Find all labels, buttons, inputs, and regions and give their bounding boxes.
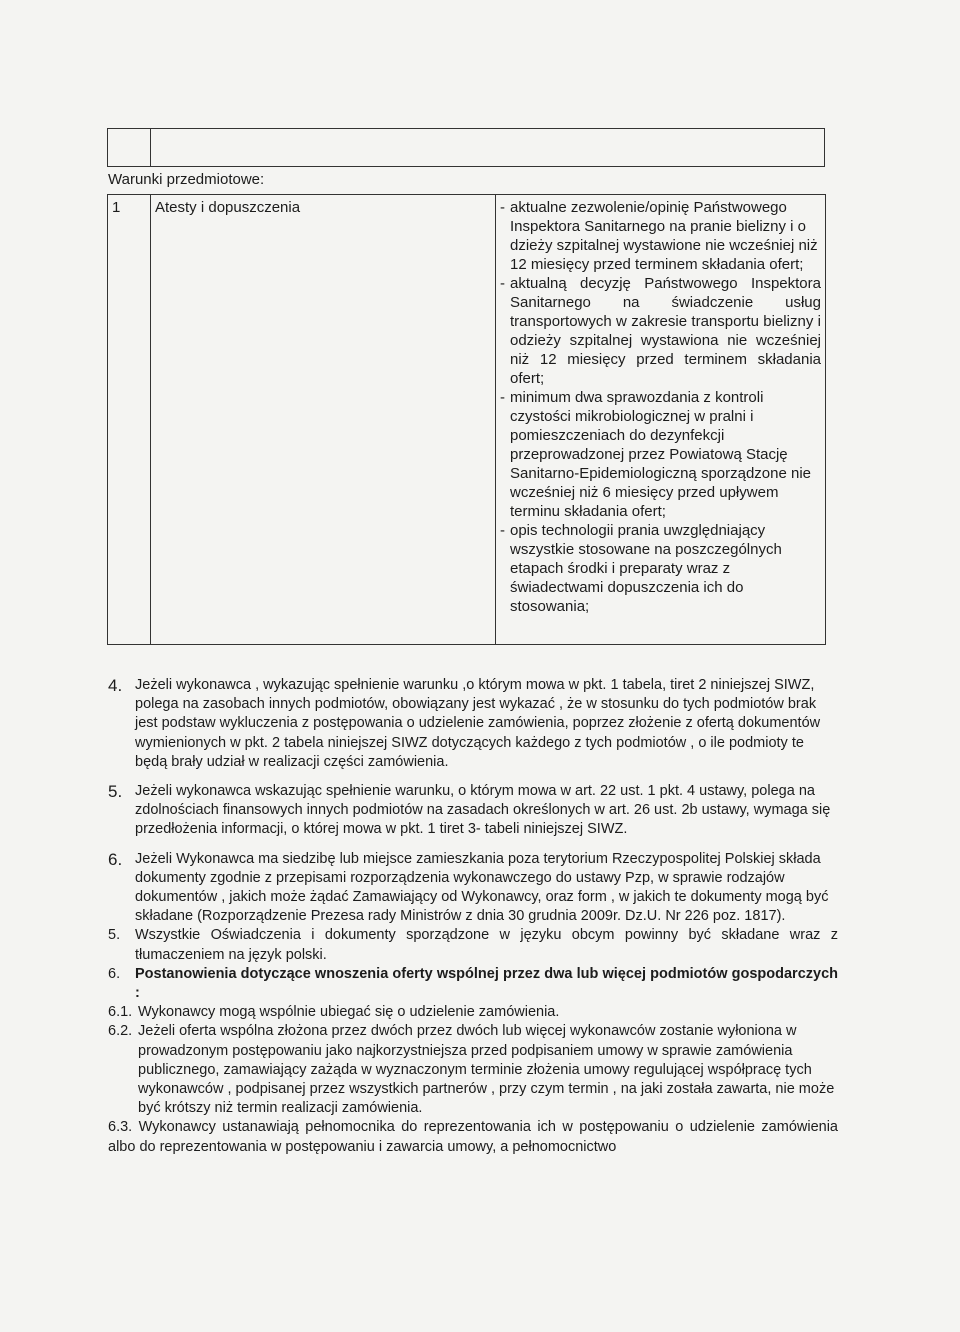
body-text — [108, 676, 838, 1157]
paragraph-text: Postanowienia dotyczące wnoszenia oferty wspólnej przez dwa lub więcej podmiotów gospodarczych : — [135, 965, 838, 1002]
paragraph-5 — [108, 782, 838, 840]
requirement-text: opis technologii prania uwzględniający wszystkie stosowane na poszczególnych etapach środki i preparaty wraz z świadectwami dopuszczenia ich do stosowania; — [510, 522, 782, 615]
paragraph-body: Wykonawcy ustanawiają pełnomocnika do reprezentowania ich w postępowaniu o udzielenie zamówienia albo do reprezentowania w postępowaniu i zawarcia umowy, a pełnomocnictwo — [108, 1119, 838, 1155]
requirement-text: aktualną decyzję Państwowego Inspektora Sanitarnego na świadczenie usług transportowych w zakresie transportu bielizny i odzieży szpitalnej wystawiona nie wcześniej niż 12 miesięcy przed terminem składania ofert; — [510, 275, 821, 387]
dash-marker: - — [500, 389, 505, 406]
paragraph-text: Jeżeli wykonawca wskazując spełnienie warunku, o którym mowa w art. 22 ust. 1 pkt. 4 ustawy, polega na zdolnościach finansowych innych podmiotów na zasadach określonych w art. 26 ust. 2b ustawy, wymaga się przedłożenia informacji, o której mowa w pkt. 1 tiret 3- tabeli niniejszej SIWZ. — [135, 783, 831, 838]
paragraph-text: Jeżeli wykonawca , wykazując spełnienie warunku ,o którym mowa w pkt. 1 tabela, tiret 2 niniejszej SIWZ, polega na zasobach innych podmiotów, obowiązany jest wykazać , że w stosunku do tych podmiotów brak jest podstaw wykluczenia z postępowania o udzielenie zamówienia, poprzez złożenie z ofertą dokumentów wymienionych w pkt. 2 tabela niniejszej SIWZ dotyczących każdego z tych podmiotów , o ile podmioty te będą brały udział w realizacji części zamówienia. — [135, 677, 821, 770]
section-heading: Warunki przedmiotowe: — [108, 171, 265, 188]
dash-marker: - — [500, 522, 505, 539]
paragraph-text — [108, 1118, 838, 1156]
dash-marker: - — [500, 199, 505, 216]
paragraph-number: 5. — [108, 782, 123, 802]
requirements-table — [107, 194, 826, 645]
requirement-text: aktualne zezwolenie/opinię Państwowego Inspektora Sanitarnego na pranie bielizny i o dzieży szpitalnej wystawione nie wcześniej niż 12 miesięcy przed terminem składania ofert; — [510, 199, 818, 273]
row-name: Atesty i dopuszczenia — [151, 195, 496, 645]
paragraph-number: 5. — [108, 927, 121, 944]
paragraph-6b — [108, 965, 838, 1003]
table-row — [108, 195, 826, 645]
paragraph-number: 6. — [108, 965, 121, 982]
paragraph-text: Jeżeli Wykonawca ma siedzibę lub miejsce zamieszkania poza terytorium Rzeczypospolitej Polskiej składa dokumenty zgodnie z przepisami rozporządzenia wykonawczego do ustawy Pzp, w sprawie rodzajów dokumentów , jakich może żądać Zamawiający od Wykonawcy, oraz form , w jakich te dokumenty mogą być składane (Rozporządzenie Prezesa rady Ministrów z dnia 30 grudnia 2009r. Dz.U. Nr 226 poz. 1817). — [135, 850, 829, 925]
row-requirements — [496, 195, 826, 645]
dash-marker: - — [500, 275, 505, 292]
paragraph-text: Wszystkie Oświadczenia i dokumenty sporządzone w języku obcym powinny być składane wraz z tłumaczeniem na język polski. — [135, 927, 838, 963]
paragraph-5b — [108, 926, 838, 964]
paragraph-number: 6.1. — [108, 1004, 133, 1021]
requirement-item — [500, 521, 821, 616]
requirement-item — [500, 274, 821, 388]
paragraph-number: 4. — [108, 676, 123, 695]
paragraph-text: Jeżeli oferta wspólna złożona przez dwóch przez dwóch lub więcej wykonawców zostanie wyłoniona w prowadzonym postępowaniu jako najkorzystniejsza przed podpisaniem umowy w sprawie zamówienia publicznego, zamawiający zażąda w wyznaczonym terminie złożenia umowy regulującej współpracę tych wykonawców , podpisanej przez wszystkich partnerów , przy czym termin , na jaki została zawarta, nie może być krótszy niż termin realizacji zamówienia. — [138, 1023, 835, 1117]
paragraph-4 — [108, 676, 838, 772]
paragraph-6 — [108, 850, 838, 927]
paragraph-text: Wykonawcy mogą wspólnie ubiegać się o udzielenie zamówienia. — [138, 1004, 560, 1021]
table-row-empty — [107, 128, 825, 167]
paragraph-number: 6.2. — [108, 1023, 133, 1040]
paragraph-number: 6. — [108, 849, 123, 869]
table-column-divider — [150, 129, 151, 166]
paragraph-number: 6.3. — [108, 1119, 133, 1136]
requirement-text: minimum dwa sprawozdania z kontroli czystości mikrobiologicznej w pralni i pomieszczeniach do dezynfekcji przeprowadzonej przez Powiatową Stację Sanitarno-Epidemiologiczną sporządzone nie wcześniej niż 6 miesięcy przed upływem terminu składania ofert; — [510, 389, 812, 520]
paragraph-6-2 — [108, 1022, 838, 1118]
paragraph-6-3 — [108, 1118, 838, 1156]
requirement-item — [500, 388, 821, 521]
row-number: 1 — [108, 195, 151, 645]
paragraph-6-1 — [108, 1003, 838, 1022]
requirement-item — [500, 198, 821, 274]
